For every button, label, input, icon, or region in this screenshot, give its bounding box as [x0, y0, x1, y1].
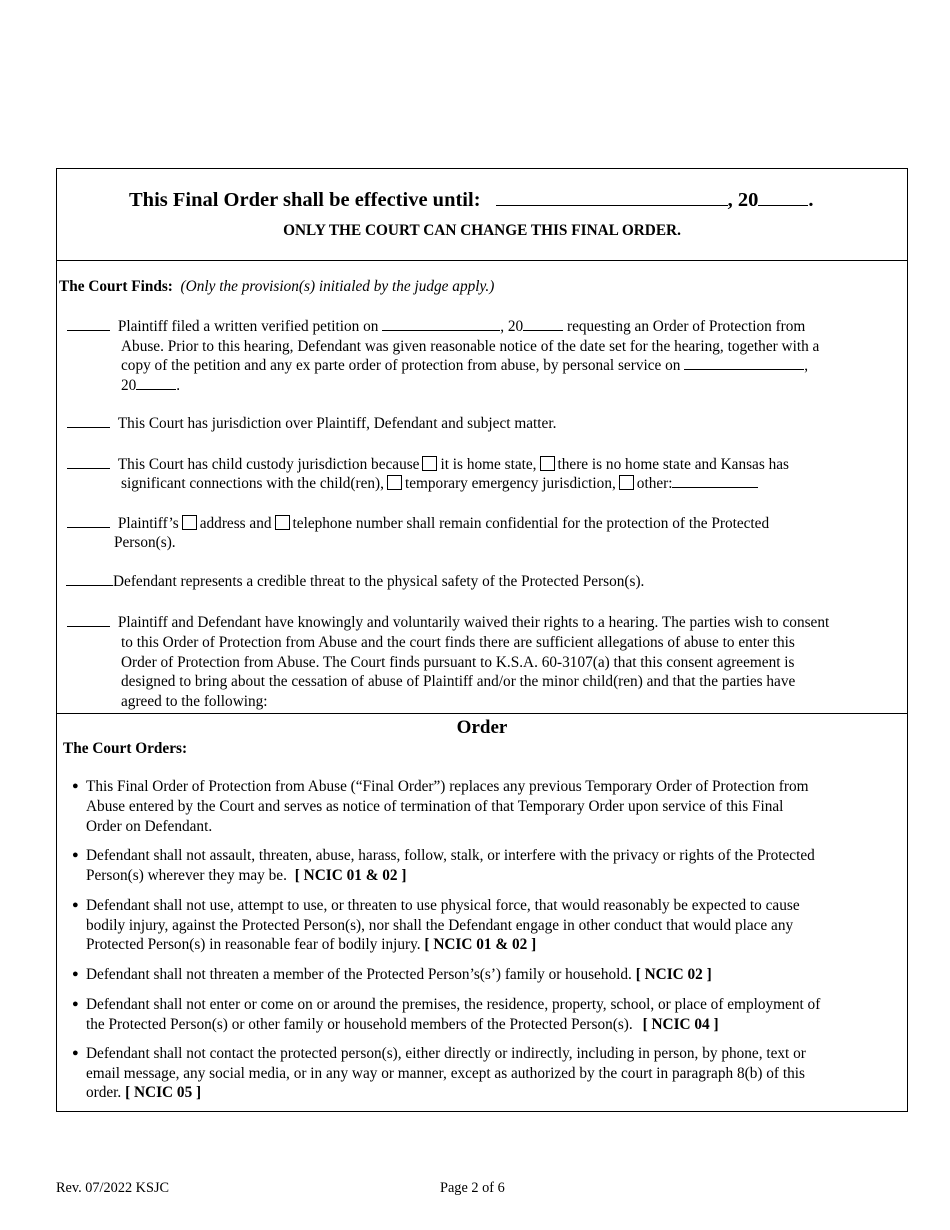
ncic-code: [ NCIC 01 & 02 ]: [424, 936, 537, 953]
court-orders-heading: The Court Orders:: [63, 740, 188, 757]
finding-text: other:: [636, 475, 673, 492]
order-section: [57, 713, 907, 1111]
period: .: [808, 189, 814, 211]
effective-date-blank[interactable]: [496, 187, 728, 206]
other-blank[interactable]: [672, 474, 758, 488]
ncic-code: [ NCIC 02 ]: [635, 966, 712, 983]
finding-text: agreed to the following:: [121, 693, 268, 710]
home-state-checkbox[interactable]: [422, 456, 437, 471]
initial-blank[interactable]: [67, 455, 110, 469]
initial-blank[interactable]: [67, 414, 110, 428]
telephone-checkbox[interactable]: [275, 515, 290, 530]
effective-year-blank[interactable]: [758, 187, 808, 206]
no-home-state-checkbox[interactable]: [540, 456, 555, 471]
finding-text: significant connections with the child(ren),: [121, 475, 384, 492]
order-text: Protected Person(s) in reasonable fear of bodily injury.: [86, 936, 421, 953]
order-text: bodily injury, against the Protected Person(s), nor shall the Defendant engage in other conduct that would place any: [86, 917, 794, 934]
year-prefix: , 20: [727, 189, 759, 211]
service-date-blank[interactable]: [684, 356, 804, 370]
finding-text: .: [176, 377, 181, 394]
order-text: Abuse entered by the Court and serves as notice of termination of that Temporary Order upon service of this Final: [86, 798, 784, 815]
finding-text: to this Order of Protection from Abuse and the court finds there are sufficient allegations of abuse to enter this: [121, 634, 795, 651]
finding-text: This Court has child custody jurisdiction because: [117, 456, 420, 473]
emergency-jurisdiction-checkbox[interactable]: [387, 475, 402, 490]
bullet-icon: ●: [72, 968, 79, 980]
finding-text: address and: [199, 515, 272, 532]
order-text: the Protected Person(s) or other family or household members of the Protected Person(s).: [86, 1016, 633, 1033]
finding-text: Plaintiff and Defendant have knowingly and voluntarily waived their rights to a hearing. The parties wish to consent: [117, 614, 830, 631]
page-number: Page 2 of 6: [440, 1180, 505, 1196]
petition-date-blank[interactable]: [382, 317, 500, 331]
effective-until-line: [129, 187, 814, 212]
bullet-icon: ●: [72, 849, 79, 861]
finding-text: Defendant represents a credible threat to the physical safety of the Protected Person(s).: [113, 573, 645, 590]
finding-text: 20: [121, 377, 137, 394]
finding-text: temporary emergency jurisdiction,: [404, 475, 616, 492]
service-year-blank[interactable]: [136, 376, 176, 390]
finding-text: copy of the petition and any ex parte order of protection from abuse, by personal service on: [121, 357, 681, 374]
bullet-icon: ●: [72, 998, 79, 1010]
ncic-code: [ NCIC 05 ]: [125, 1084, 202, 1101]
order-text: Defendant shall not use, attempt to use, or threaten to use physical force, that would reasonably be expected to cause: [86, 897, 800, 914]
effective-until-label: This Final Order shall be effective until:: [129, 189, 481, 211]
order-text: Order on Defendant.: [86, 818, 213, 835]
petition-year-blank[interactable]: [523, 317, 563, 331]
finding-text: Plaintiff filed a written verified petition on: [117, 318, 379, 335]
order-text: Person(s) wherever they may be.: [86, 867, 287, 884]
ncic-code: [ NCIC 01 & 02 ]: [294, 867, 407, 884]
order-title: Order: [456, 717, 508, 738]
address-checkbox[interactable]: [182, 515, 197, 530]
court-only-notice: ONLY THE COURT CAN CHANGE THIS FINAL ORDER.: [283, 222, 681, 239]
court-finds-heading: [59, 277, 494, 297]
finding-text: Plaintiff’s: [117, 515, 179, 532]
order-text: Defendant shall not threaten a member of the Protected Person’s(s’) family or household.: [86, 966, 632, 983]
order-text: Defendant shall not contact the protected person(s), either directly or indirectly, including in person, by phone, text or: [86, 1045, 806, 1062]
initial-blank[interactable]: [67, 514, 110, 528]
finding-text: requesting an Order of Protection from: [567, 318, 806, 335]
initial-blank[interactable]: [67, 613, 110, 627]
finding-text: , 20: [500, 318, 524, 335]
court-finds-label: The Court Finds:: [59, 278, 173, 295]
finding-text: Abuse. Prior to this hearing, Defendant was given reasonable notice of the date set for the hearing, together with a: [121, 338, 820, 355]
bullet-icon: ●: [72, 780, 79, 792]
finding-text: designed to bring about the cessation of abuse of Plaintiff and/or the minor child(ren) and that the parties have: [121, 673, 796, 690]
initial-blank[interactable]: [67, 317, 110, 331]
finding-credible-threat: [66, 572, 644, 592]
bullet-icon: ●: [72, 899, 79, 911]
effective-date-section: [57, 169, 907, 261]
finding-text: This Court has jurisdiction over Plaintiff, Defendant and subject matter.: [117, 415, 557, 432]
finding-text: ,: [804, 357, 809, 374]
finding-text: Person(s).: [114, 534, 176, 551]
initial-blank[interactable]: [66, 572, 113, 586]
order-text: order.: [86, 1084, 122, 1101]
court-finds-note: (Only the provision(s) initialed by the judge apply.): [180, 278, 495, 295]
other-checkbox[interactable]: [619, 475, 634, 490]
finding-text: Order of Protection from Abuse. The Court finds pursuant to K.S.A. 60-3107(a) that this consent agreement is: [121, 654, 795, 671]
order-text: Defendant shall not enter or come on or around the premises, the residence, property, school, or place of employment of: [86, 996, 821, 1013]
court-finds-section: [57, 260, 907, 714]
order-text: This Final Order of Protection from Abuse (“Final Order”) replaces any previous Temporary Order of Protection from: [86, 778, 809, 795]
finding-text: there is no home state and Kansas has: [557, 456, 790, 473]
bullet-icon: ●: [72, 1047, 79, 1059]
finding-text: it is home state,: [440, 456, 537, 473]
order-text: Defendant shall not assault, threaten, abuse, harass, follow, stalk, or interfere with the privacy or rights of the Protected: [86, 847, 815, 864]
finding-jurisdiction: [67, 414, 556, 434]
ncic-code: [ NCIC 04 ]: [642, 1016, 719, 1033]
revision-footer: Rev. 07/2022 KSJC: [56, 1180, 170, 1196]
order-text: email message, any social media, or in any way or manner, except as authorized by the court in paragraph 8(b) of this: [86, 1065, 805, 1082]
finding-text: telephone number shall remain confidential for the protection of the Protected: [292, 515, 770, 532]
order-form-frame: [56, 168, 908, 1112]
